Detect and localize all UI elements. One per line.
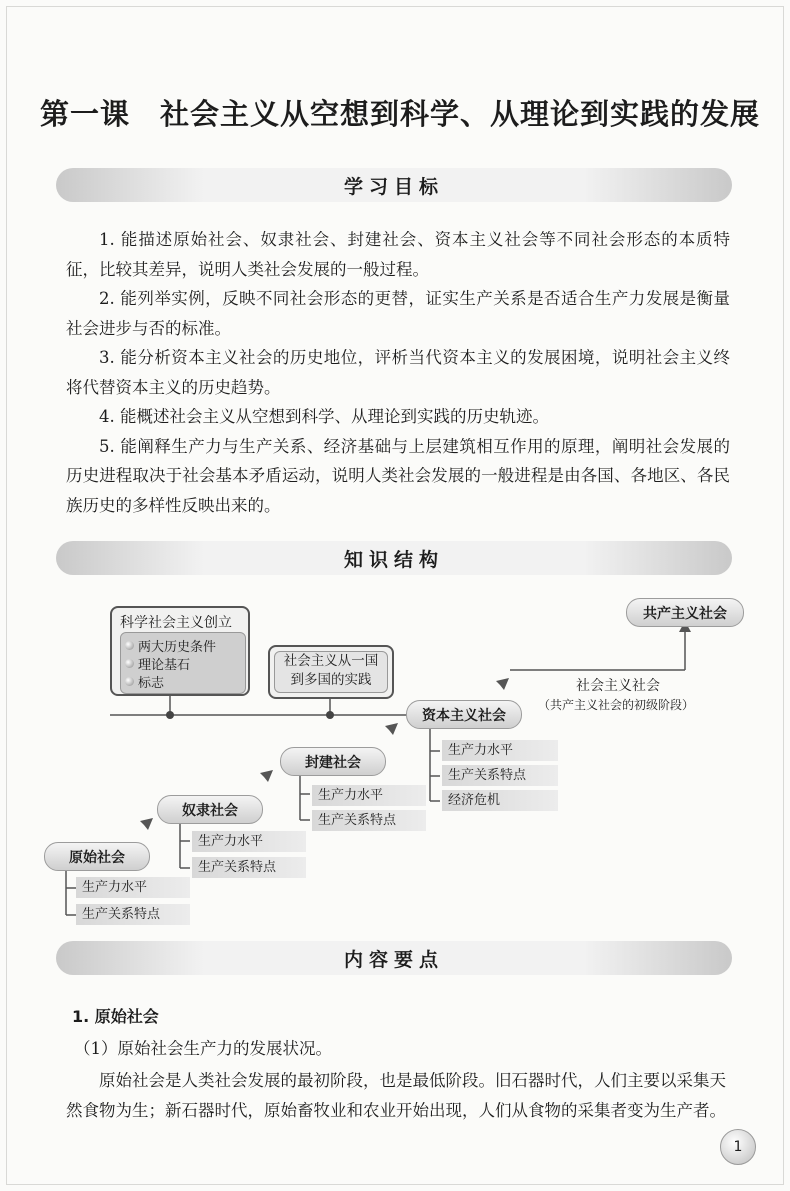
practice-box-line: 社会主义从一国	[283, 653, 379, 669]
section-band-structure	[56, 541, 732, 575]
keypoint-heading: 1. 原始社会	[72, 1007, 159, 1026]
primitive-relations-tag: 生产关系特点	[76, 904, 190, 925]
objective-item: 1. 能描述原始社会、奴隶社会、封建社会、资本主义社会等不同社会形态的本质特征，比较其差异，说明人类社会发展的一般过程。	[66, 230, 730, 279]
feudal-relations-tag: 生产关系特点	[312, 810, 426, 831]
stage-socialist: 社会主义社会	[576, 678, 660, 694]
practice-box-line: 到多国的实践	[290, 672, 372, 688]
page-number: 1	[720, 1129, 756, 1165]
science-box-item: 两大历史条件	[125, 635, 241, 655]
stage-feudal: 封建社会	[280, 747, 386, 776]
objectives-list	[66, 225, 730, 520]
junction-dot	[326, 711, 334, 719]
step-arrow	[130, 818, 153, 838]
practice-box-inner	[274, 651, 388, 693]
science-box-item: 标志	[125, 671, 241, 691]
stage-primitive: 原始社会	[44, 842, 150, 871]
capitalist-relations-tag: 生产关系特点	[442, 765, 558, 786]
bullet-icon	[125, 659, 134, 668]
step-arrow	[250, 770, 273, 790]
slave-productivity-tag: 生产力水平	[192, 831, 306, 852]
feudal-productivity-tag: 生产力水平	[312, 785, 426, 806]
section-title-objectives: 学习目标	[343, 175, 444, 198]
science-box-title: 科学社会主义创立	[120, 615, 232, 631]
objective-item: 4. 能概述社会主义从空想到科学、从理论到实践的历史轨迹。	[99, 407, 549, 426]
practice-box	[268, 645, 394, 699]
section-band-objectives	[56, 168, 732, 202]
science-socialism-box	[110, 606, 250, 696]
knowledge-structure-diagram	[0, 590, 790, 940]
stage-slave: 奴隶社会	[157, 795, 263, 824]
capitalist-crisis-tag: 经济危机	[442, 790, 558, 811]
objective-item: 5. 能阐释生产力与生产关系、经济基础与上层建筑相互作用的原理，阐明社会发展的历史进程取决于社会基本矛盾运动，说明人类社会发展的一般进程是由各国、各地区、各民族历史的多样性反映出来的。	[66, 436, 730, 515]
lesson-title: 第一课 社会主义从空想到科学、从理论到实践的发展	[40, 97, 761, 131]
junction-dot	[166, 711, 174, 719]
bullet-icon	[125, 641, 134, 650]
capitalist-productivity-tag: 生产力水平	[442, 740, 558, 761]
section-title-structure: 知识结构	[343, 548, 444, 571]
stage-socialist-note: （共产主义社会的初级阶段）	[538, 698, 695, 712]
primitive-productivity-tag: 生产力水平	[76, 877, 190, 898]
slave-relations-tag: 生产关系特点	[192, 857, 306, 878]
section-title-keypoints: 内容要点	[343, 948, 444, 971]
stage-capitalist: 资本主义社会	[406, 700, 522, 729]
section-band-keypoints	[56, 941, 732, 975]
science-box-item: 理论基石	[125, 653, 241, 673]
bullet-icon	[125, 677, 134, 686]
keypoint-paragraph: 原始社会是人类社会发展的最初阶段，也是最低阶段。旧石器时代，人们主要以采集天然食物为生；新石器时代，原始畜牧业和农业开始出现，人们从食物的采集者变为生产者。	[66, 1071, 726, 1120]
step-arrow	[486, 678, 509, 698]
stage-communist: 共产主义社会	[626, 598, 744, 627]
science-box-list	[120, 632, 246, 694]
step-arrow	[375, 723, 398, 743]
objective-item: 2. 能列举实例，反映不同社会形态的更替，证实生产关系是否适合生产力发展是衡量社会进步与否的标准。	[66, 289, 730, 338]
objective-item: 3. 能分析资本主义社会的历史地位，评析当代资本主义的发展困境，说明社会主义终将代替资本主义的历史趋势。	[66, 348, 730, 397]
keypoint-subheading: （1）原始社会生产力的发展状况。	[74, 1039, 332, 1058]
